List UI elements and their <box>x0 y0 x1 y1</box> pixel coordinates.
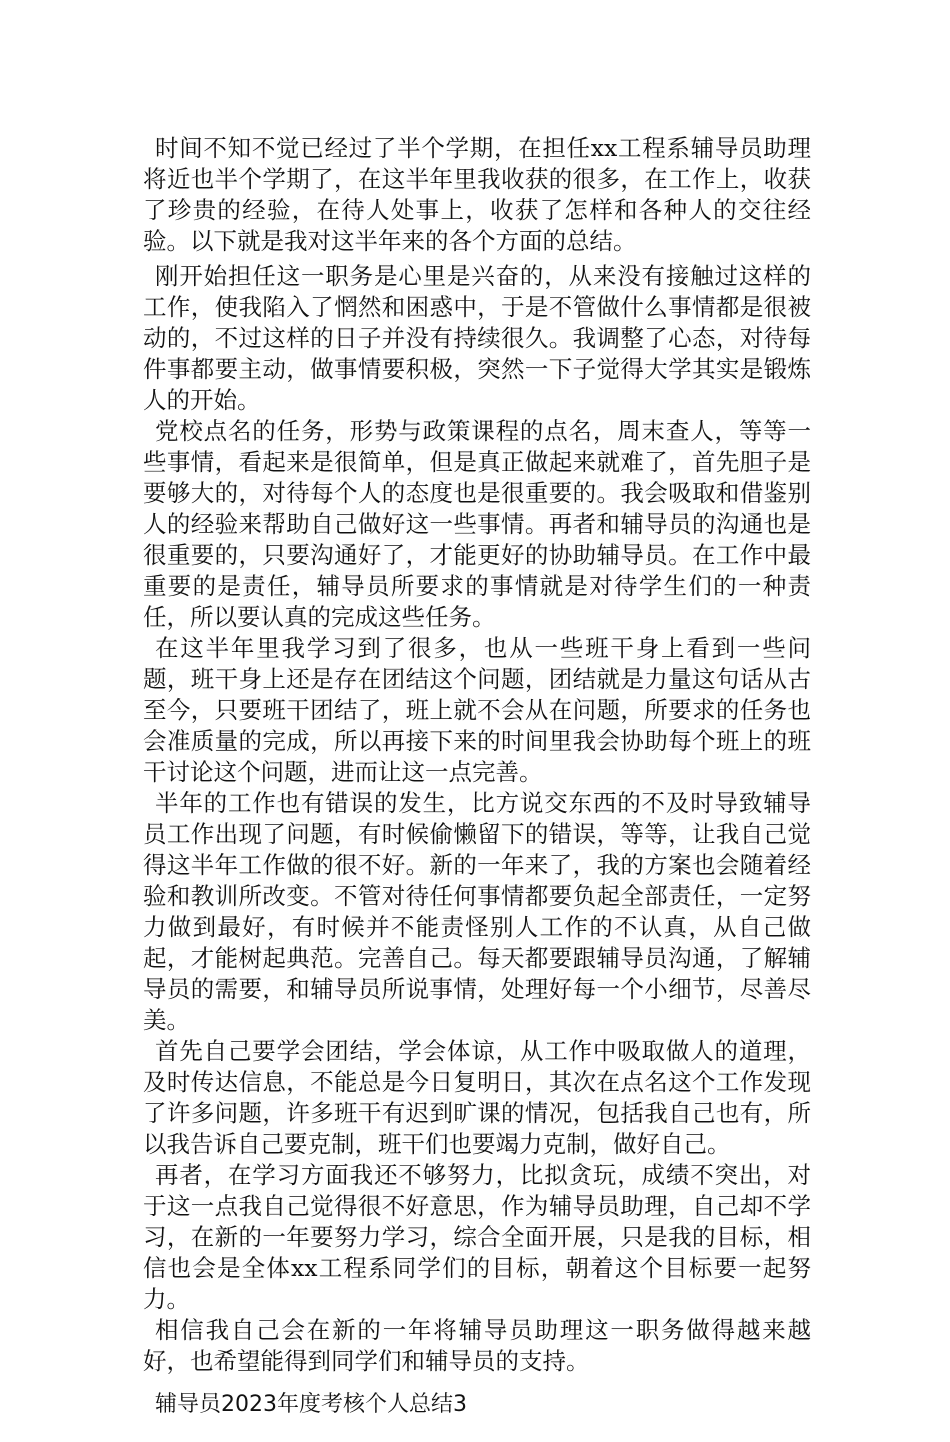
paragraph-8: 相信我自己会在新的一年将辅导员助理这一职务做得越来越好，也希望能得到同学们和辅导员的支持。 <box>143 1316 811 1375</box>
paragraph-1: 时间不知不觉已经过了半个学期，在担任xx工程系辅导员助理将近也半个学期了，在这半年里我收获的很多，在工作上，收获了珍贵的经验，在待人处事上，收获了怎样和各种人的交往经验。以下就是我对这半年来的各个方面的总结。 <box>143 134 811 255</box>
paragraph-6: 首先自己要学会团结，学会体谅，从工作中吸取做人的道理，及时传达信息，不能总是今日复明日，其次在点名这个工作发现了许多问题，许多班干有迟到旷课的情况，包括我自己也有，所以我告诉自己要克制，班干们也要竭力克制，做好自己。 <box>143 1037 811 1158</box>
paragraph-4: 在这半年里我学习到了很多，也从一些班干身上看到一些问题，班干身上还是存在团结这个问题，团结就是力量这句话从古至今，只要班干团结了，班上就不会从在问题，所要求的任务也会准质量的完成，所以再接下来的时间里我会协助每个班上的班干讨论这个问题，进而让这一点完善。 <box>143 634 811 786</box>
paragraph-3: 党校点名的任务，形势与政策课程的点名，周末查人，等等一些事情，看起来是很简单，但是真正做起来就难了，首先胆子是要够大的，对待每个人的态度也是很重要的。我会吸取和借鉴别人的经验来帮助自己做好这一些事情。再者和辅导员的沟通也是很重要的，只要沟通好了，才能更好的协助辅导员。在工作中最重要的是责任，辅导员所要求的事情就是对待学生们的一种责任，所以要认真的完成这些任务。 <box>143 417 811 631</box>
closing-heading: 辅导员2023年度考核个人总结3 <box>155 1392 467 1417</box>
paragraph-2: 刚开始担任这一职务是心里是兴奋的，从来没有接触过这样的工作，使我陷入了惘然和困惑中，于是不管做什么事情都是很被动的，不过这样的日子并没有持续很久。我调整了心态，对待每件事都要主动，做事情要积极，突然一下子觉得大学其实是锻炼人的开始。 <box>143 262 811 414</box>
paragraph-7: 再者，在学习方面我还不够努力，比拟贪玩，成绩不突出，对于这一点我自己觉得很不好意思，作为辅导员助理，自己却不学习，在新的一年要努力学习，综合全面开展，只是我的目标，相信也会是全体xx工程系同学们的目标，朝着这个目标要一起努力。 <box>143 1161 811 1313</box>
document-body <box>143 133 811 1442</box>
paragraph-5: 半年的工作也有错误的发生，比方说交东西的不及时导致辅导员工作出现了问题，有时候偷懒留下的错误，等等，让我自己觉得这半年工作做的很不好。新的一年来了，我的方案也会随着经验和教训所改变。不管对待任何事情都要负起全部责任，一定努力做到最好，有时候并不能责怪别人工作的不认真，从自己做起，才能树起典范。完善自己。每天都要跟辅导员沟通，了解辅导员的需要，和辅导员所说事情，处理好每一个小细节，尽善尽美。 <box>143 789 811 1034</box>
